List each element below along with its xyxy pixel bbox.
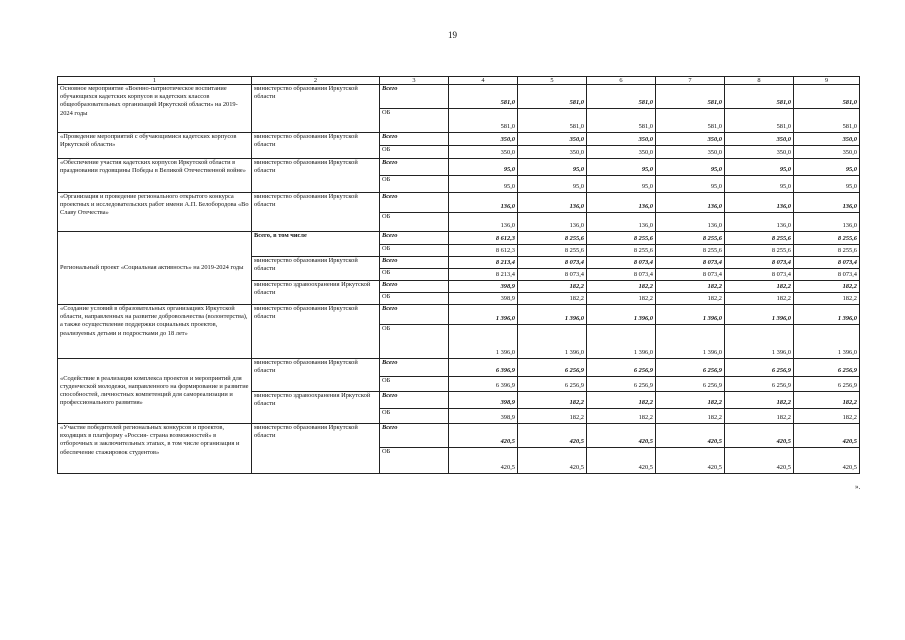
- amount-cell: 581,0: [449, 85, 518, 109]
- table-row: [58, 359, 860, 377]
- col-header: 8: [725, 77, 794, 85]
- executor: министерство здравоохранения Иркутской области: [252, 281, 380, 305]
- executor: министерство образования Иркутской области: [252, 159, 380, 193]
- amount-cell: 1 396,0: [725, 305, 794, 325]
- amount-cell: 1 396,0: [518, 305, 587, 325]
- funding-type: ОБ: [380, 377, 449, 392]
- amount-cell: 8 255,6: [587, 232, 656, 245]
- funding-type: ОБ: [380, 293, 449, 305]
- table-row: [58, 85, 860, 109]
- col-header: 5: [518, 77, 587, 85]
- amount-cell: 136,0: [656, 193, 725, 213]
- amount-cell: 398,9: [449, 392, 518, 409]
- project-name: Региональный проект «Социальная активность» на 2019-2024 годы: [58, 232, 252, 305]
- funding-type: ОБ: [380, 448, 449, 474]
- col-header: 7: [656, 77, 725, 85]
- amount-cell: 8 612,3: [449, 232, 518, 245]
- amount-cell: 1 396,0: [587, 325, 656, 359]
- amount-cell: 420,5: [794, 448, 860, 474]
- amount-cell: 182,2: [587, 293, 656, 305]
- amount-cell: 420,5: [794, 424, 860, 448]
- amount-cell: 136,0: [656, 213, 725, 232]
- amount-cell: 182,2: [725, 281, 794, 293]
- budget-table: [57, 76, 860, 474]
- amount-cell: 398,9: [449, 409, 518, 424]
- amount-cell: 136,0: [587, 193, 656, 213]
- amount-cell: 95,0: [449, 159, 518, 176]
- funding-type: ОБ: [380, 109, 449, 133]
- activity-name: «Содействие в реализации комплекса проектов и мероприятий для студенческой молодежи, направленного на формирование и развитие способностей, личностных компетенций для самореализации и профессионального развития»: [58, 359, 252, 424]
- amount-cell: 1 396,0: [656, 305, 725, 325]
- header-row: [58, 77, 860, 85]
- funding-type: ОБ: [380, 213, 449, 232]
- amount-cell: 136,0: [725, 193, 794, 213]
- amount-cell: 95,0: [449, 176, 518, 193]
- amount-cell: 8 255,6: [656, 245, 725, 257]
- amount-cell: 6 256,9: [725, 377, 794, 392]
- amount-cell: 350,0: [587, 133, 656, 146]
- table-row: [58, 133, 860, 146]
- amount-cell: 1 396,0: [587, 305, 656, 325]
- amount-cell: 350,0: [794, 133, 860, 146]
- amount-cell: 136,0: [449, 193, 518, 213]
- amount-cell: 6 256,9: [587, 359, 656, 377]
- amount-cell: 6 256,9: [587, 377, 656, 392]
- col-header: 6: [587, 77, 656, 85]
- table-row: [58, 232, 860, 245]
- amount-cell: 1 396,0: [449, 305, 518, 325]
- funding-type: Всего: [380, 359, 449, 377]
- amount-cell: 398,9: [449, 293, 518, 305]
- col-header: 2: [252, 77, 380, 85]
- amount-cell: 420,5: [725, 424, 794, 448]
- amount-cell: 581,0: [725, 85, 794, 109]
- amount-cell: 350,0: [794, 146, 860, 159]
- col-header: 9: [794, 77, 860, 85]
- amount-cell: 182,2: [518, 392, 587, 409]
- executor: министерство образования Иркутской области: [252, 85, 380, 133]
- amount-cell: 6 396,9: [449, 359, 518, 377]
- funding-type: Всего: [380, 281, 449, 293]
- amount-cell: 95,0: [794, 159, 860, 176]
- amount-cell: 182,2: [794, 293, 860, 305]
- amount-cell: 350,0: [518, 146, 587, 159]
- funding-type: Всего: [380, 193, 449, 213]
- amount-cell: 95,0: [587, 159, 656, 176]
- amount-cell: 8 255,6: [518, 232, 587, 245]
- activity-name: «Обеспечение участия кадетских корпусов Иркутской области в праздновании годовщины Победы в Великой Отечественной войне»: [58, 159, 252, 193]
- amount-cell: 182,2: [656, 281, 725, 293]
- amount-cell: 136,0: [518, 213, 587, 232]
- amount-cell: 1 396,0: [794, 305, 860, 325]
- amount-cell: 581,0: [449, 109, 518, 133]
- col-header: 1: [58, 77, 252, 85]
- amount-cell: 136,0: [587, 213, 656, 232]
- amount-cell: 8 073,4: [587, 257, 656, 269]
- amount-cell: 8 073,4: [794, 269, 860, 281]
- executor: министерство образования Иркутской области: [252, 359, 380, 392]
- activity-name: «Проведение мероприятий с обучающимися кадетских корпусов Иркутской области»: [58, 133, 252, 159]
- page-number: 19: [448, 30, 457, 40]
- amount-cell: 136,0: [794, 213, 860, 232]
- amount-cell: 6 256,9: [656, 377, 725, 392]
- amount-cell: 8 073,4: [725, 257, 794, 269]
- amount-cell: 581,0: [518, 109, 587, 133]
- amount-cell: 182,2: [656, 392, 725, 409]
- amount-cell: 420,5: [449, 448, 518, 474]
- amount-cell: 581,0: [587, 85, 656, 109]
- executor: министерство образования Иркутской области: [252, 193, 380, 232]
- funding-type: Всего: [380, 133, 449, 146]
- amount-cell: 6 256,9: [794, 359, 860, 377]
- amount-cell: 136,0: [794, 193, 860, 213]
- table-row: [58, 424, 860, 448]
- amount-cell: 581,0: [794, 109, 860, 133]
- amount-cell: 182,2: [518, 409, 587, 424]
- closing-mark: ».: [855, 483, 861, 491]
- amount-cell: 8 073,4: [725, 269, 794, 281]
- amount-cell: 8 255,6: [794, 232, 860, 245]
- amount-cell: 95,0: [587, 176, 656, 193]
- executor: министерство образования Иркутской области: [252, 257, 380, 281]
- amount-cell: 350,0: [518, 133, 587, 146]
- activity-name: Основное мероприятие «Военно-патриотическое воспитание обучающихся кадетских корпусов и кадетских классов общеобразовательных организаций Иркутской области» на 2019-2024 годы: [58, 85, 252, 133]
- amount-cell: 95,0: [656, 176, 725, 193]
- amount-cell: 8 073,4: [656, 269, 725, 281]
- funding-type: Всего: [380, 232, 449, 245]
- amount-cell: 182,2: [725, 293, 794, 305]
- amount-cell: 581,0: [656, 85, 725, 109]
- amount-cell: 8 255,6: [725, 245, 794, 257]
- funding-type: ОБ: [380, 245, 449, 257]
- amount-cell: 6 256,9: [725, 359, 794, 377]
- amount-cell: 182,2: [725, 392, 794, 409]
- funding-type: Всего: [380, 257, 449, 269]
- funding-type: Всего: [380, 392, 449, 409]
- amount-cell: 8 213,4: [449, 257, 518, 269]
- amount-cell: 182,2: [794, 392, 860, 409]
- amount-cell: 95,0: [518, 159, 587, 176]
- table-row: [58, 305, 860, 325]
- amount-cell: 95,0: [656, 159, 725, 176]
- amount-cell: 350,0: [656, 146, 725, 159]
- amount-cell: 6 256,9: [518, 377, 587, 392]
- funding-type: ОБ: [380, 409, 449, 424]
- amount-cell: 6 256,9: [656, 359, 725, 377]
- executor: министерство образования Иркутской области: [252, 305, 380, 359]
- amount-cell: 350,0: [449, 133, 518, 146]
- amount-cell: 350,0: [725, 133, 794, 146]
- amount-cell: 1 396,0: [794, 325, 860, 359]
- amount-cell: 8 073,4: [518, 257, 587, 269]
- amount-cell: 182,2: [587, 281, 656, 293]
- executor: министерство образования Иркутской области: [252, 424, 380, 474]
- amount-cell: 581,0: [656, 109, 725, 133]
- amount-cell: 182,2: [587, 409, 656, 424]
- amount-cell: 182,2: [794, 409, 860, 424]
- amount-cell: 8 073,4: [587, 269, 656, 281]
- amount-cell: 8 073,4: [794, 257, 860, 269]
- amount-cell: 182,2: [725, 409, 794, 424]
- amount-cell: 581,0: [518, 85, 587, 109]
- amount-cell: 8 255,6: [725, 232, 794, 245]
- amount-cell: 8 255,6: [518, 245, 587, 257]
- executor: министерство здравоохранения Иркутской области: [252, 392, 380, 424]
- amount-cell: 1 396,0: [656, 325, 725, 359]
- amount-cell: 136,0: [725, 213, 794, 232]
- amount-cell: 8 255,6: [656, 232, 725, 245]
- amount-cell: 350,0: [587, 146, 656, 159]
- amount-cell: 182,2: [656, 409, 725, 424]
- amount-cell: 420,5: [656, 424, 725, 448]
- executor: министерство образования Иркутской области: [252, 133, 380, 159]
- funding-type: Всего: [380, 305, 449, 325]
- activity-name: «Создание условий в образовательных организациях Иркутской области, направленных на развитие добровольчества (волонтерства), а также осуществление поддержки социальных проектов, реализуемых детьми и подростками до 18 лет»: [58, 305, 252, 359]
- funding-type: Всего: [380, 159, 449, 176]
- amount-cell: 8 073,4: [656, 257, 725, 269]
- amount-cell: 350,0: [656, 133, 725, 146]
- amount-cell: 581,0: [587, 109, 656, 133]
- amount-cell: 8 255,6: [587, 245, 656, 257]
- amount-cell: 581,0: [725, 109, 794, 133]
- amount-cell: 350,0: [449, 146, 518, 159]
- amount-cell: 95,0: [725, 159, 794, 176]
- amount-cell: 1 396,0: [725, 325, 794, 359]
- amount-cell: 581,0: [794, 85, 860, 109]
- amount-cell: 8 255,6: [794, 245, 860, 257]
- funding-type: ОБ: [380, 325, 449, 359]
- amount-cell: 6 256,9: [794, 377, 860, 392]
- amount-cell: 8 073,4: [518, 269, 587, 281]
- amount-cell: 136,0: [518, 193, 587, 213]
- amount-cell: 420,5: [587, 424, 656, 448]
- funding-type: Всего: [380, 85, 449, 109]
- amount-cell: 420,5: [518, 448, 587, 474]
- amount-cell: 8 213,4: [449, 269, 518, 281]
- activity-name: «Организация и проведение регионального открытого конкурса проектных и исследовательских работ имени А.П. Белобородова «Во Славу Отечества»: [58, 193, 252, 232]
- amount-cell: 182,2: [518, 281, 587, 293]
- amount-cell: 420,5: [518, 424, 587, 448]
- amount-cell: 6 256,9: [518, 359, 587, 377]
- amount-cell: 95,0: [518, 176, 587, 193]
- col-header: 4: [449, 77, 518, 85]
- amount-cell: 398,9: [449, 281, 518, 293]
- amount-cell: 182,2: [794, 281, 860, 293]
- amount-cell: 420,5: [725, 448, 794, 474]
- amount-cell: 182,2: [518, 293, 587, 305]
- amount-cell: 6 396,9: [449, 377, 518, 392]
- funding-type: Всего: [380, 424, 449, 448]
- amount-cell: 182,2: [656, 293, 725, 305]
- amount-cell: 420,5: [449, 424, 518, 448]
- amount-cell: 95,0: [725, 176, 794, 193]
- amount-cell: 350,0: [725, 146, 794, 159]
- table-row: [58, 193, 860, 213]
- funding-type: ОБ: [380, 176, 449, 193]
- amount-cell: 420,5: [587, 448, 656, 474]
- funding-type: ОБ: [380, 269, 449, 281]
- funding-type: ОБ: [380, 146, 449, 159]
- table-row: [58, 159, 860, 176]
- col-header: 3: [380, 77, 449, 85]
- amount-cell: 95,0: [794, 176, 860, 193]
- amount-cell: 8 612,3: [449, 245, 518, 257]
- amount-cell: 1 396,0: [518, 325, 587, 359]
- activity-name: «Участие победителей региональных конкурсов и проектов, входящих в платформу «Россия- страна возможностей» в отборочных и заключительных этапах, в том числе организация и обеспечение стажировок студентов»: [58, 424, 252, 474]
- amount-cell: 136,0: [449, 213, 518, 232]
- amount-cell: 1 396,0: [449, 325, 518, 359]
- executor: Всего, в том числе: [252, 232, 380, 257]
- amount-cell: 420,5: [656, 448, 725, 474]
- amount-cell: 182,2: [587, 392, 656, 409]
